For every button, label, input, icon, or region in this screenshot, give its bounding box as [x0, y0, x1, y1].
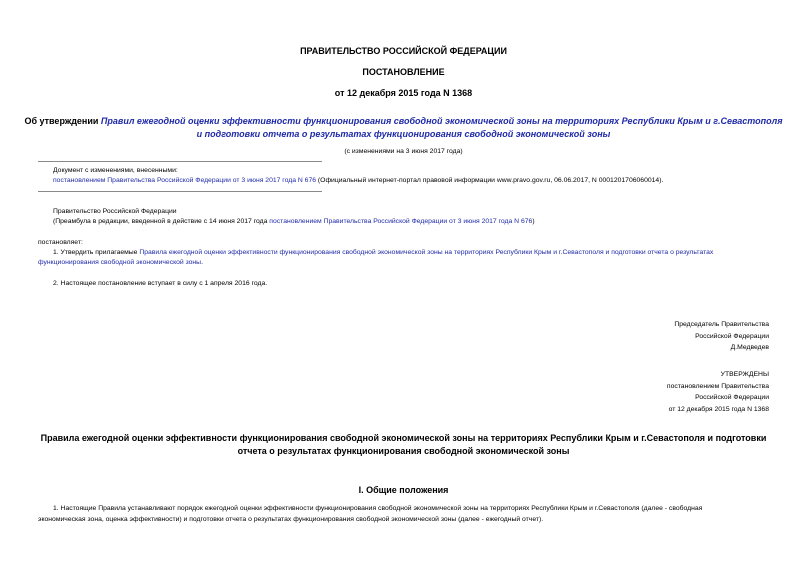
preamble-prefix: (Преамбула в редакции, введенной в действие с 14 июня 2017 года [53, 218, 270, 225]
title-prefix: Об утверждении [24, 116, 101, 126]
divider-bottom [38, 191, 322, 192]
preamble-suffix: ) [532, 218, 535, 225]
paragraph1-line2: экономическая зона, оценка эффективности) и подготовки отчета о результатах функционирования свободной экономической зоны (далее - ежегодный отчет). [38, 516, 544, 523]
rules-title-line1: Правила ежегодной оценки эффективности функционирования свободной экономической зоны на территориях Республики Крым и г.Севастополя и подготовки [40, 433, 767, 443]
changes-rest: (Официальный интернет-портал правовой информации www.pravo.gov.ru, 06.06.2017, N 0001201706060014). [316, 177, 664, 184]
signature-line1: Председатель Правительства [674, 321, 769, 328]
amendment-note: (с изменениями на 3 июня 2017 года) [344, 148, 463, 155]
document-title-line2 [0, 128, 807, 141]
item1-link-b[interactable]: функционирования свободной экономической зоны [38, 259, 202, 266]
signature-line3: Д.Медведев [730, 344, 769, 351]
changes-line [53, 175, 663, 186]
approved-line4: от 12 декабря 2015 года N 1368 [668, 405, 769, 413]
section-heading: I. Общие положения [358, 485, 449, 495]
preamble-line2 [53, 216, 535, 227]
preamble-line1: Правительство Российской Федерации [53, 208, 177, 215]
item1-suffix: . [201, 259, 203, 266]
approved-line3: Российской Федерации [695, 394, 769, 401]
resolves-text: постановляет: [38, 239, 83, 246]
government-name: ПРАВИТЕЛЬСТВО РОССИЙСКОЙ ФЕДЕРАЦИИ [300, 46, 507, 56]
preamble-link[interactable]: постановлением Правительства Российской Федерации от 3 июня 2017 года N 676 [269, 218, 533, 225]
changes-link[interactable]: постановлением Правительства Российской Федерации от 3 июня 2017 года N 676 [53, 177, 317, 184]
rules-title-line2: отчета о результатах функционирования свободной экономической зоны [237, 446, 570, 456]
item2-text: 2. Настоящее постановление вступает в силу с 1 апреля 2016 года. [53, 280, 268, 287]
item1-line2 [38, 257, 203, 268]
signature-block [674, 319, 769, 354]
item1-prefix: 1. Утвердить прилагаемые [53, 249, 140, 256]
paragraph1-line1: 1. Настоящие Правила устанавливают порядок ежегодной оценки эффективности функционирования свободной экономической зоны на территориях Республики Крым и г.Севастополя (далее - свободная [53, 505, 703, 512]
title-link-line2[interactable]: и подготовки отчета о результатах функционирования свободной экономической зоны [196, 129, 611, 139]
title-link-line1[interactable]: Правил ежегодной оценки эффективности функционирования свободной экономической зоны на территориях Республики Крым и г.Севастополя [100, 116, 783, 126]
item1-link-a[interactable]: Правила ежегодной оценки эффективности функционирования свободной экономической зоны на территориях Республики Крым и г.Севастополя и подготовки отчета о результатах [139, 249, 714, 256]
approved-line2: постановлением Правительства [666, 382, 769, 390]
divider-top [38, 161, 322, 162]
document-type: ПОСТАНОВЛЕНИЕ [362, 67, 445, 77]
document-title [0, 115, 807, 128]
changes-intro: Документ с изменениями, внесенными: [53, 167, 178, 174]
approved-block [667, 369, 769, 415]
approved-line1: УТВЕРЖДЕНЫ [720, 371, 769, 378]
document-date: от 12 декабря 2015 года N 1368 [334, 88, 473, 98]
signature-line2: Российской Федерации [695, 332, 769, 340]
